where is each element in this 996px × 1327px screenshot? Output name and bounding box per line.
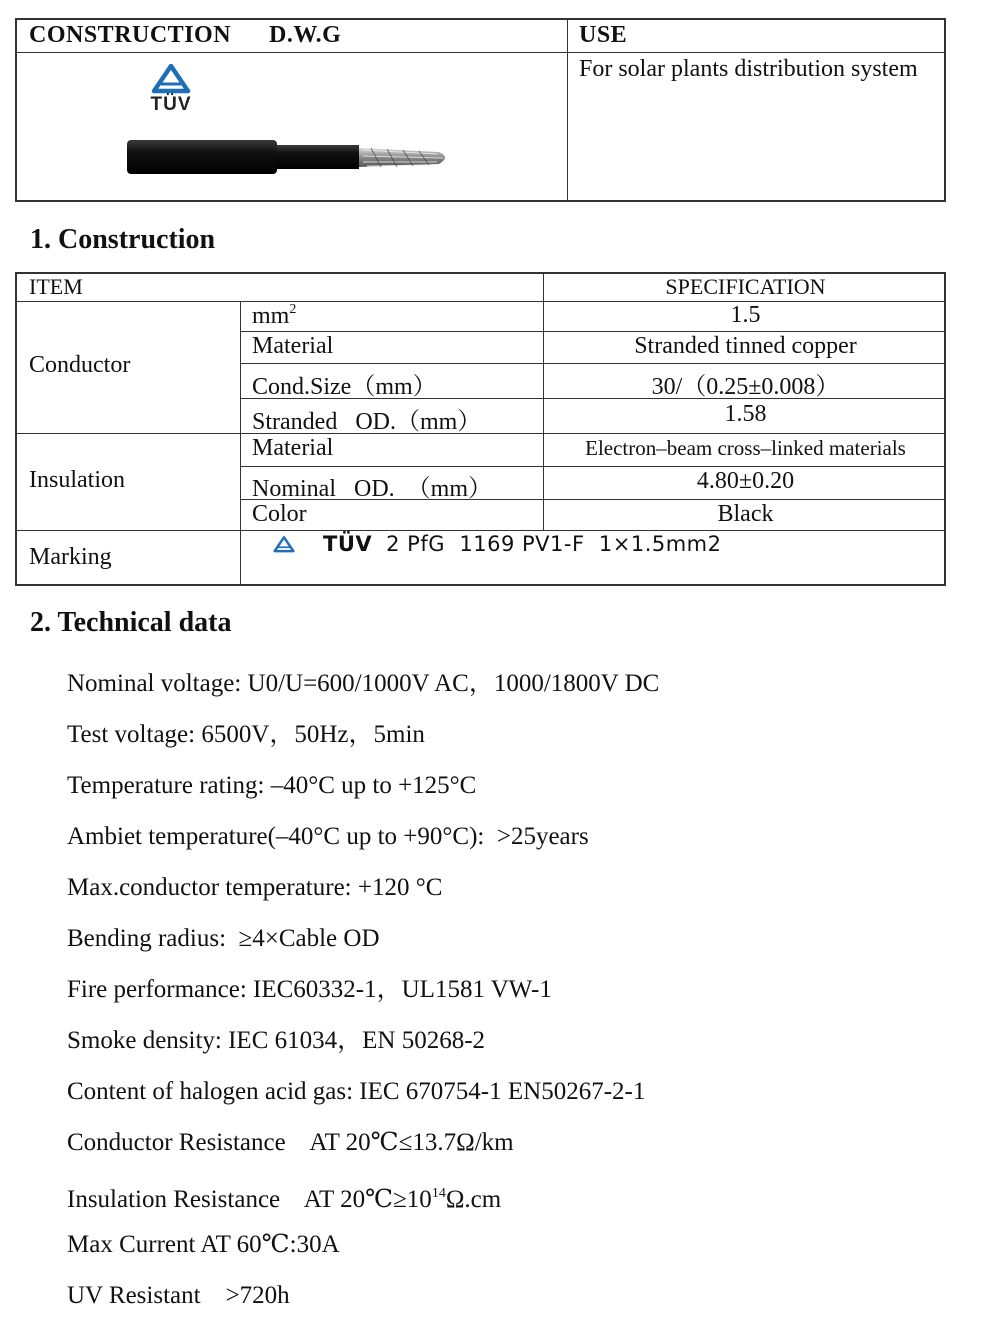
section-technical-title: 2. Technical data xyxy=(30,607,232,638)
marking-brand: TÜV xyxy=(323,532,373,556)
param-stranded-od: Stranded OD.（mm） xyxy=(252,409,482,435)
spec-nominal-voltage: Nominal voltage: U0/U=600/1000V AC，1000/1800V DC xyxy=(67,670,660,697)
header-item: ITEM xyxy=(29,274,83,299)
technical-data-list xyxy=(67,664,659,1327)
group-conductor: Conductor xyxy=(29,352,131,378)
value-stranded-od: 1.58 xyxy=(724,401,767,427)
spec-ambient-temperature: Ambiet temperature(–40°C up to +90°C): >25years xyxy=(67,823,589,850)
section-construction-title: 1. Construction xyxy=(30,224,216,255)
spec-max-current: Max Current AT 60℃:30A xyxy=(67,1231,340,1258)
tuv-logo-text: TÜV xyxy=(150,94,192,115)
spec-temperature-rating: Temperature rating: –40°C up to +125°C xyxy=(67,772,477,799)
construction-label: CONSTRUCTION xyxy=(29,22,232,48)
cable-drawing xyxy=(127,138,467,182)
column-divider xyxy=(567,20,568,200)
spec-smoke-density: Smoke density: IEC 61034，EN 50268-2 xyxy=(67,1027,486,1054)
value-nominal-od: 4.80±0.20 xyxy=(696,468,795,494)
param-cond-size: Cond.Size（mm） xyxy=(252,374,437,400)
spec-max-conductor-temperature: Max.conductor temperature: +120 °C xyxy=(67,874,443,901)
drawing-use-table xyxy=(15,18,946,202)
param-color: Color xyxy=(252,501,307,527)
spec-conductor-resistance: Conductor Resistance AT 20℃≤13.7Ω/km xyxy=(67,1129,514,1156)
param-conductor-material: Material xyxy=(252,333,334,359)
row-divider xyxy=(17,52,944,53)
tuv-logo xyxy=(141,64,201,116)
spec-test-voltage: Test voltage: 6500V，50Hz，5min xyxy=(67,721,425,748)
param-insulation-material: Material xyxy=(252,435,334,461)
use-label: USE xyxy=(579,22,628,48)
value-color: Black xyxy=(717,501,774,527)
param-nominal-od: Nominal OD. （mm） xyxy=(252,476,492,502)
value-insulation-material: Electron–beam cross–linked materials xyxy=(585,436,906,460)
param-area: $mm^2$ xyxy=(252,302,297,329)
value-area: 1.5 xyxy=(730,302,761,328)
dwg-label: D.W.G xyxy=(269,22,342,48)
group-insulation: Insulation xyxy=(29,467,125,493)
spec-halogen-gas: Content of halogen acid gas: IEC 670754-1 EN50267-2-1 xyxy=(67,1078,646,1105)
spec-bending-radius: Bending radius: ≥4×Cable OD xyxy=(67,925,380,952)
tuv-triangle-icon xyxy=(151,64,191,94)
marking-code: 2 PfG 1169 PV1-F 1×1.5mm2 xyxy=(386,532,722,556)
value-cond-size: 30/（0.25±0.008） xyxy=(651,374,840,400)
value-conductor-material: Stranded tinned copper xyxy=(634,333,857,359)
tuv-triangle-icon xyxy=(273,536,295,553)
marking-text xyxy=(257,532,722,556)
group-marking: Marking xyxy=(29,544,112,570)
construction-table xyxy=(15,272,946,586)
spec-uv-resistant: UV Resistant >720h xyxy=(67,1282,290,1309)
use-description: For solar plants distribution system xyxy=(579,56,918,82)
spec-fire-performance: Fire performance: IEC60332-1，UL1581 VW-1 xyxy=(67,976,552,1003)
header-specification: SPECIFICATION xyxy=(665,274,826,299)
spec-insulation-resistance: Insulation Resistance AT $20℃\ge 10^{14}\Omega.cm$ xyxy=(67,1186,502,1213)
